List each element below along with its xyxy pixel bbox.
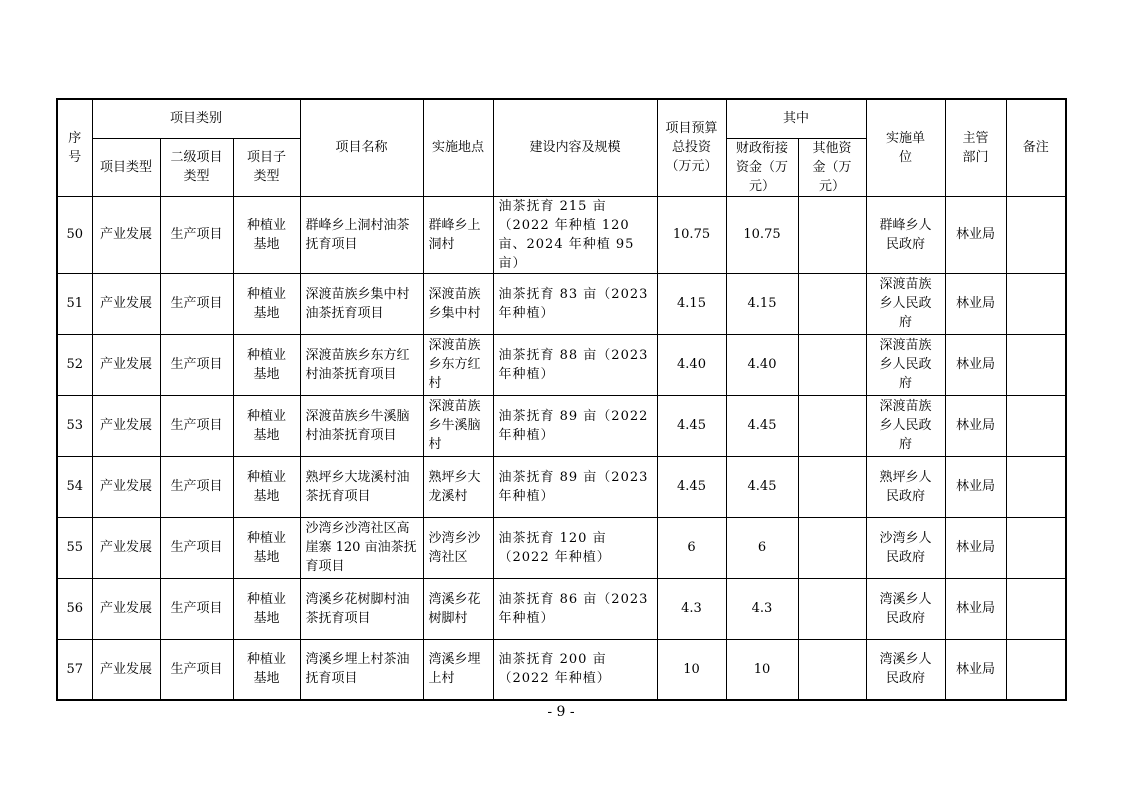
cell-type: 产业发展 bbox=[92, 639, 160, 700]
cell-budget: 4.45 bbox=[657, 456, 726, 517]
cell-other bbox=[798, 639, 866, 700]
cell-subtype: 生产项目 bbox=[160, 578, 233, 639]
cell-subtype: 生产项目 bbox=[160, 395, 233, 456]
cell-content: 油茶抚育 89 亩（2022 年种植） bbox=[493, 395, 657, 456]
cell-remark bbox=[1006, 578, 1066, 639]
cell-remark bbox=[1006, 334, 1066, 395]
col-content-header: 建设内容及规模 bbox=[493, 99, 657, 196]
cell-location: 深渡苗族乡东方红村 bbox=[423, 334, 493, 395]
cell-fiscal: 4.15 bbox=[726, 273, 798, 334]
cell-remark bbox=[1006, 395, 1066, 456]
cell-seq: 52 bbox=[57, 334, 92, 395]
col-category-sub-header: 项目子类型 bbox=[233, 138, 300, 196]
table-row bbox=[57, 578, 1066, 639]
cell-project-name: 深渡苗族乡东方红村油茶抚育项目 bbox=[300, 334, 423, 395]
col-dept-header: 主管部门 bbox=[945, 99, 1006, 196]
page-number: - 9 - bbox=[547, 704, 575, 720]
cell-dept: 林业局 bbox=[945, 456, 1006, 517]
cell-location: 湾溪乡埋上村 bbox=[423, 639, 493, 700]
cell-type: 产业发展 bbox=[92, 273, 160, 334]
cell-seq: 55 bbox=[57, 517, 92, 578]
cell-project-name: 深渡苗族乡牛溪脑村油茶抚育项目 bbox=[300, 395, 423, 456]
cell-other bbox=[798, 196, 866, 273]
cell-budget: 10.75 bbox=[657, 196, 726, 273]
cell-remark bbox=[1006, 196, 1066, 273]
table-body bbox=[57, 196, 1066, 700]
col-among-header: 其中 bbox=[726, 99, 866, 138]
cell-location: 群峰乡上洞村 bbox=[423, 196, 493, 273]
cell-budget: 10 bbox=[657, 639, 726, 700]
cell-budget: 4.40 bbox=[657, 334, 726, 395]
cell-unit: 群峰乡人民政府 bbox=[866, 196, 945, 273]
table-row bbox=[57, 273, 1066, 334]
cell-content: 油茶抚育 120 亩（2022 年种植） bbox=[493, 517, 657, 578]
cell-category: 种植业基地 bbox=[233, 578, 300, 639]
cell-remark bbox=[1006, 517, 1066, 578]
cell-subtype: 生产项目 bbox=[160, 517, 233, 578]
cell-content: 油茶抚育 200 亩（2022 年种植） bbox=[493, 639, 657, 700]
table-header bbox=[57, 99, 1066, 196]
cell-project-name: 湾溪乡花树脚村油茶抚育项目 bbox=[300, 578, 423, 639]
cell-dept: 林业局 bbox=[945, 578, 1006, 639]
cell-unit: 熟坪乡人民政府 bbox=[866, 456, 945, 517]
cell-budget: 4.45 bbox=[657, 395, 726, 456]
cell-category: 种植业基地 bbox=[233, 196, 300, 273]
cell-location: 沙湾乡沙湾社区 bbox=[423, 517, 493, 578]
cell-location: 湾溪乡花树脚村 bbox=[423, 578, 493, 639]
cell-other bbox=[798, 578, 866, 639]
cell-seq: 51 bbox=[57, 273, 92, 334]
col-seq-header: 序号 bbox=[57, 99, 92, 196]
cell-subtype: 生产项目 bbox=[160, 196, 233, 273]
cell-category: 种植业基地 bbox=[233, 334, 300, 395]
table-row bbox=[57, 639, 1066, 700]
cell-fiscal: 4.40 bbox=[726, 334, 798, 395]
cell-project-name: 深渡苗族乡集中村油茶抚育项目 bbox=[300, 273, 423, 334]
cell-project-name: 沙湾乡沙湾社区高崖寨 120 亩油茶抚育项目 bbox=[300, 517, 423, 578]
col-subtype-header: 二级项目类型 bbox=[160, 138, 233, 196]
cell-content: 油茶抚育 86 亩（2023 年种植） bbox=[493, 578, 657, 639]
cell-subtype: 生产项目 bbox=[160, 456, 233, 517]
col-unit-header: 实施单位 bbox=[866, 99, 945, 196]
cell-unit: 湾溪乡人民政府 bbox=[866, 578, 945, 639]
cell-unit: 深渡苗族乡人民政府 bbox=[866, 273, 945, 334]
cell-remark bbox=[1006, 456, 1066, 517]
cell-project-name: 湾溪乡埋上村茶油抚育项目 bbox=[300, 639, 423, 700]
cell-dept: 林业局 bbox=[945, 196, 1006, 273]
cell-dept: 林业局 bbox=[945, 273, 1006, 334]
cell-project-name: 熟坪乡大垅溪村油茶抚育项目 bbox=[300, 456, 423, 517]
cell-dept: 林业局 bbox=[945, 395, 1006, 456]
table-row bbox=[57, 334, 1066, 395]
col-budget-header: 项目预算总投资（万元） bbox=[657, 99, 726, 196]
cell-subtype: 生产项目 bbox=[160, 334, 233, 395]
cell-fiscal: 10.75 bbox=[726, 196, 798, 273]
cell-type: 产业发展 bbox=[92, 578, 160, 639]
cell-unit: 深渡苗族乡人民政府 bbox=[866, 334, 945, 395]
col-location-header: 实施地点 bbox=[423, 99, 493, 196]
cell-category: 种植业基地 bbox=[233, 395, 300, 456]
cell-fiscal: 4.3 bbox=[726, 578, 798, 639]
cell-type: 产业发展 bbox=[92, 196, 160, 273]
cell-content: 油茶抚育 215 亩（2022 年种植 120 亩、2024 年种植 95 亩） bbox=[493, 196, 657, 273]
cell-unit: 沙湾乡人民政府 bbox=[866, 517, 945, 578]
cell-dept: 林业局 bbox=[945, 334, 1006, 395]
cell-seq: 57 bbox=[57, 639, 92, 700]
cell-other bbox=[798, 273, 866, 334]
cell-content: 油茶抚育 88 亩（2023 年种植） bbox=[493, 334, 657, 395]
project-table bbox=[56, 98, 1067, 701]
cell-fiscal: 4.45 bbox=[726, 395, 798, 456]
cell-category: 种植业基地 bbox=[233, 456, 300, 517]
cell-fiscal: 4.45 bbox=[726, 456, 798, 517]
cell-category: 种植业基地 bbox=[233, 273, 300, 334]
cell-location: 深渡苗族乡牛溪脑村 bbox=[423, 395, 493, 456]
cell-budget: 4.3 bbox=[657, 578, 726, 639]
col-remark-header: 备注 bbox=[1006, 99, 1066, 196]
cell-remark bbox=[1006, 273, 1066, 334]
col-type-header: 项目类型 bbox=[92, 138, 160, 196]
cell-seq: 56 bbox=[57, 578, 92, 639]
col-other-header: 其他资金（万元） bbox=[798, 138, 866, 196]
cell-unit: 深渡苗族乡人民政府 bbox=[866, 395, 945, 456]
cell-remark bbox=[1006, 639, 1066, 700]
cell-category: 种植业基地 bbox=[233, 517, 300, 578]
col-fiscal-header: 财政衔接资金（万元） bbox=[726, 138, 798, 196]
cell-content: 油茶抚育 83 亩（2023 年种植） bbox=[493, 273, 657, 334]
cell-project-name: 群峰乡上洞村油茶抚育项目 bbox=[300, 196, 423, 273]
cell-fiscal: 6 bbox=[726, 517, 798, 578]
cell-unit: 湾溪乡人民政府 bbox=[866, 639, 945, 700]
cell-budget: 4.15 bbox=[657, 273, 726, 334]
table-row bbox=[57, 517, 1066, 578]
cell-seq: 50 bbox=[57, 196, 92, 273]
cell-budget: 6 bbox=[657, 517, 726, 578]
cell-other bbox=[798, 395, 866, 456]
cell-category: 种植业基地 bbox=[233, 639, 300, 700]
cell-other bbox=[798, 517, 866, 578]
cell-subtype: 生产项目 bbox=[160, 639, 233, 700]
cell-dept: 林业局 bbox=[945, 517, 1006, 578]
cell-other bbox=[798, 456, 866, 517]
table-row bbox=[57, 395, 1066, 456]
table-row bbox=[57, 196, 1066, 273]
col-name-header: 项目名称 bbox=[300, 99, 423, 196]
table-row bbox=[57, 456, 1066, 517]
cell-fiscal: 10 bbox=[726, 639, 798, 700]
cell-seq: 54 bbox=[57, 456, 92, 517]
cell-type: 产业发展 bbox=[92, 456, 160, 517]
cell-other bbox=[798, 334, 866, 395]
col-category-header: 项目类别 bbox=[92, 99, 300, 138]
cell-type: 产业发展 bbox=[92, 517, 160, 578]
cell-subtype: 生产项目 bbox=[160, 273, 233, 334]
cell-location: 熟坪乡大龙溪村 bbox=[423, 456, 493, 517]
cell-type: 产业发展 bbox=[92, 395, 160, 456]
cell-location: 深渡苗族乡集中村 bbox=[423, 273, 493, 334]
cell-seq: 53 bbox=[57, 395, 92, 456]
cell-type: 产业发展 bbox=[92, 334, 160, 395]
cell-dept: 林业局 bbox=[945, 639, 1006, 700]
cell-content: 油茶抚育 89 亩（2023 年种植） bbox=[493, 456, 657, 517]
